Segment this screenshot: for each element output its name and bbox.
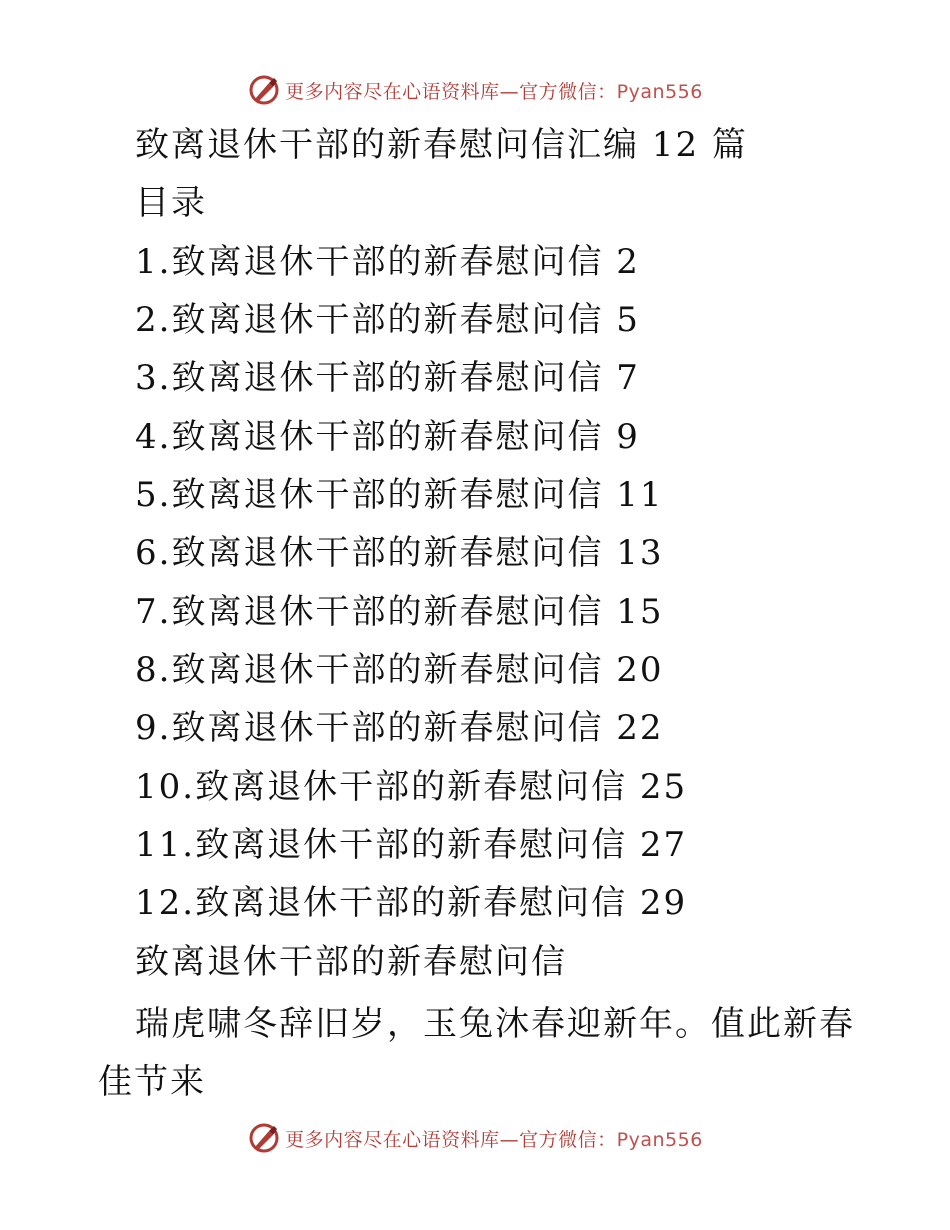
toc-item[interactable]: 3.致离退休干部的新春慰问信 7 <box>135 358 640 398</box>
toc-item[interactable]: 11.致离退休干部的新春慰问信 27 <box>135 825 688 865</box>
toc-item[interactable]: 9.致离退休干部的新春慰问信 22 <box>135 708 664 748</box>
pen-logo-icon <box>247 73 281 107</box>
body-paragraph: 瑞虎啸冬辞旧岁，玉兔沐春迎新年。值此新春佳节来 <box>98 1004 855 1102</box>
toc-item[interactable]: 8.致离退休干部的新春慰问信 20 <box>135 650 664 690</box>
header-banner <box>0 70 950 110</box>
toc-item[interactable]: 2.致离退休干部的新春慰问信 5 <box>135 300 640 340</box>
footer-banner <box>0 1118 950 1158</box>
toc-item[interactable]: 1.致离退休干部的新春慰问信 2 <box>135 242 640 282</box>
toc-item[interactable]: 6.致离退休干部的新春慰问信 13 <box>135 533 664 573</box>
toc-item[interactable]: 7.致离退休干部的新春慰问信 15 <box>135 592 664 632</box>
header-banner-text: 更多内容尽在心语资料库—官方微信：Pyan556 <box>285 80 703 103</box>
document-title: 致离退休干部的新春慰问信汇编 12 篇 <box>135 125 748 165</box>
pen-logo-icon <box>247 1121 281 1155</box>
toc-item[interactable]: 5.致离退休干部的新春慰问信 11 <box>135 475 664 515</box>
section-title: 致离退休干部的新春慰问信 <box>135 942 567 982</box>
footer-banner-text: 更多内容尽在心语资料库—官方微信：Pyan556 <box>285 1128 703 1151</box>
toc-item[interactable]: 10.致离退休干部的新春慰问信 25 <box>135 767 688 807</box>
toc-item[interactable]: 12.致离退休干部的新春慰问信 29 <box>135 883 688 923</box>
toc-item[interactable]: 4.致离退休干部的新春慰问信 9 <box>135 417 640 457</box>
toc-heading: 目录 <box>135 183 207 223</box>
